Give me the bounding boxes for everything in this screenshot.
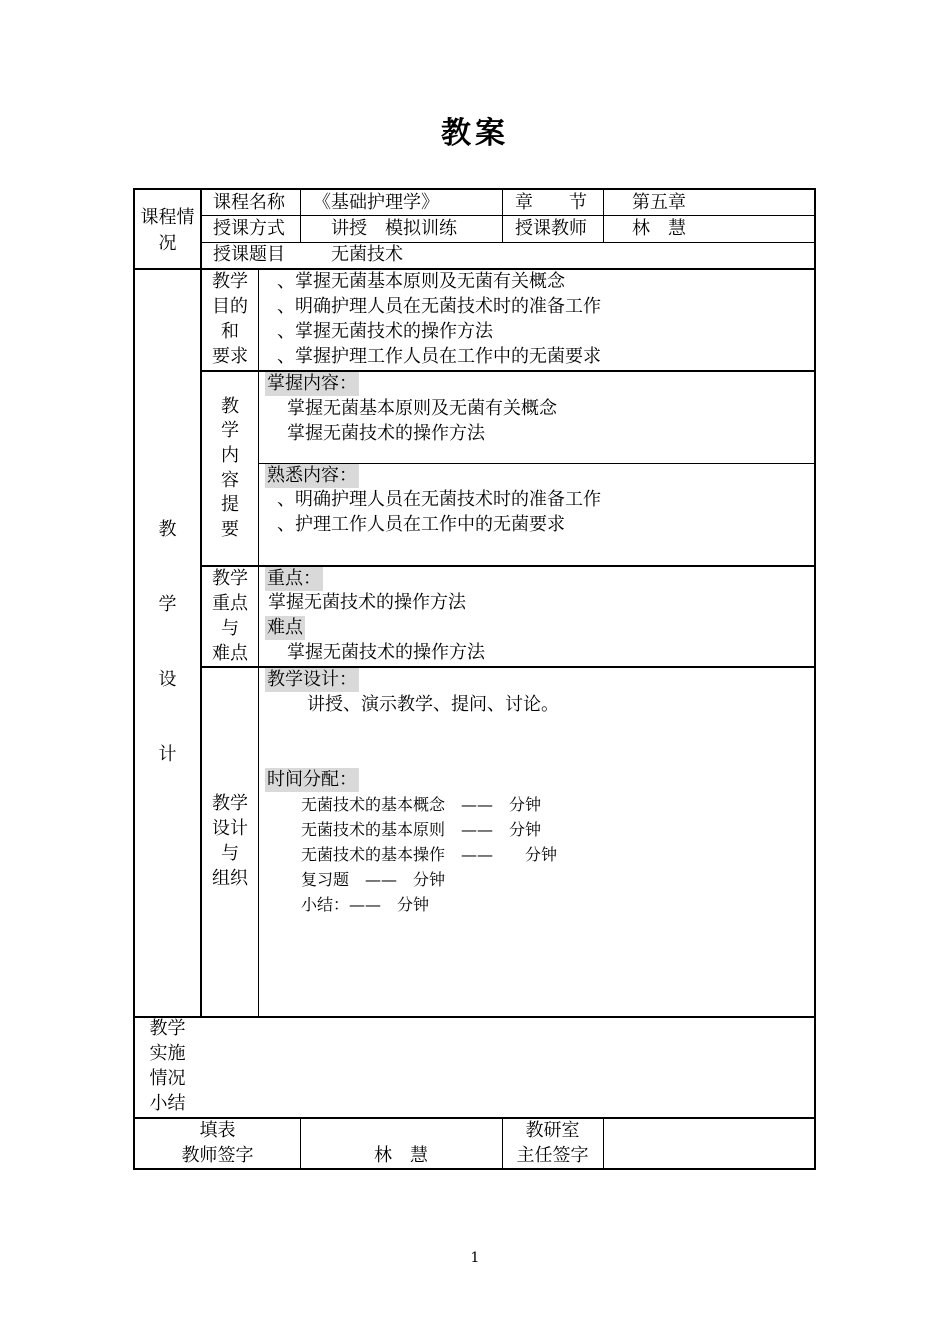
objectives-label: 和	[221, 321, 239, 342]
summary-label: 情况	[149, 1068, 186, 1089]
mode-label: 授课方式	[213, 218, 285, 239]
familiar-content-label: 熟悉内容：	[267, 465, 357, 486]
objectives-label: 目的	[212, 296, 248, 317]
grid-line	[502, 188, 503, 243]
director-label: 主任签字	[516, 1145, 589, 1166]
course-name-label: 课程名称	[213, 192, 285, 213]
design-label-char: 教	[158, 519, 177, 540]
keypoints-label: 教学	[212, 568, 248, 589]
summary-label: 小结	[149, 1093, 186, 1114]
content-label: 内	[221, 445, 239, 466]
familiar-item: 、明确护理人员在无菌技术时的准备工作	[277, 489, 601, 510]
objective-item: 、明确护理人员在无菌技术时的准备工作	[277, 296, 601, 317]
grid-line	[603, 188, 604, 243]
grid-line	[300, 1117, 301, 1170]
master-item: 掌握无菌基本原则及无菌有关概念	[287, 398, 557, 419]
teacher-signature: 林 慧	[374, 1145, 428, 1166]
organization-label: 与	[221, 843, 239, 864]
time-item: 复习题 —— 分钟	[301, 870, 446, 889]
master-content-label: 掌握内容：	[267, 373, 357, 394]
design-label-char: 设	[158, 669, 177, 690]
summary-label: 教学	[149, 1018, 186, 1039]
content-label: 提	[221, 494, 239, 515]
fill-teacher-label: 教师签字	[181, 1145, 254, 1166]
organization-label: 设计	[212, 818, 248, 839]
grid-line	[200, 215, 816, 216]
design-label-char: 计	[158, 744, 177, 765]
content-label: 教	[221, 396, 239, 417]
course-section-label: 课程情况	[140, 207, 195, 254]
teacher-value: 林 慧	[632, 218, 686, 239]
topic-value: 无菌技术	[331, 244, 403, 265]
grid-line	[200, 242, 816, 243]
organization-label: 组织	[212, 868, 248, 889]
summary-label: 实施	[149, 1043, 186, 1064]
content-label: 要	[221, 519, 239, 540]
grid-line	[603, 1117, 604, 1170]
keypoints-label: 重点	[212, 593, 248, 614]
familiar-item: 、护理工作人员在工作中的无菌要求	[277, 514, 565, 535]
content-label: 容	[221, 470, 239, 491]
page-title: 教案	[441, 116, 509, 151]
grid-line	[300, 188, 301, 243]
time-item: 小结：—— 分钟	[301, 895, 430, 914]
objective-item: 、掌握护理工作人员在工作中的无菌要求	[277, 346, 601, 367]
mode-value: 讲授 模拟训练	[331, 218, 457, 239]
objective-item: 、掌握无菌技术的操作方法	[277, 321, 493, 342]
time-allocation-label: 时间分配：	[267, 769, 357, 790]
teaching-design-label: 教学设计：	[267, 669, 357, 690]
grid-line	[258, 268, 259, 1017]
director-label: 教研室	[525, 1120, 580, 1141]
organization-label: 教学	[212, 793, 248, 814]
teaching-design-text: 讲授、演示教学、提问、讨论。	[307, 694, 559, 715]
grid-line	[133, 1016, 816, 1018]
fill-teacher-label: 填表	[199, 1120, 236, 1141]
chapter-value: 第五章	[632, 192, 686, 213]
course-name-value: 《基础护理学》	[313, 192, 439, 213]
time-item: 无菌技术的基本操作 —— 分钟	[301, 845, 558, 864]
difficult-point-text: 掌握无菌技术的操作方法	[287, 642, 485, 663]
time-item: 无菌技术的基本概念 —— 分钟	[301, 795, 542, 814]
keypoints-label: 难点	[212, 643, 248, 664]
teacher-label: 授课教师	[515, 218, 587, 239]
page-number: 1	[470, 1250, 480, 1266]
objective-item: 、掌握无菌基本原则及无菌有关概念	[277, 271, 565, 292]
time-item: 无菌技术的基本原则 —— 分钟	[301, 820, 542, 839]
design-label-char: 学	[158, 594, 177, 615]
keypoints-label: 与	[221, 618, 239, 639]
objectives-label: 要求	[212, 346, 248, 367]
key-point-text: 掌握无菌技术的操作方法	[268, 592, 466, 613]
content-label: 学	[221, 420, 239, 441]
difficult-point-label: 难点	[267, 617, 303, 638]
master-item: 掌握无菌技术的操作方法	[287, 423, 485, 444]
objectives-label: 教学	[212, 271, 248, 292]
topic-label: 授课题目	[213, 244, 285, 265]
chapter-label: 章 节	[515, 192, 587, 213]
key-point-label: 重点：	[267, 568, 321, 589]
